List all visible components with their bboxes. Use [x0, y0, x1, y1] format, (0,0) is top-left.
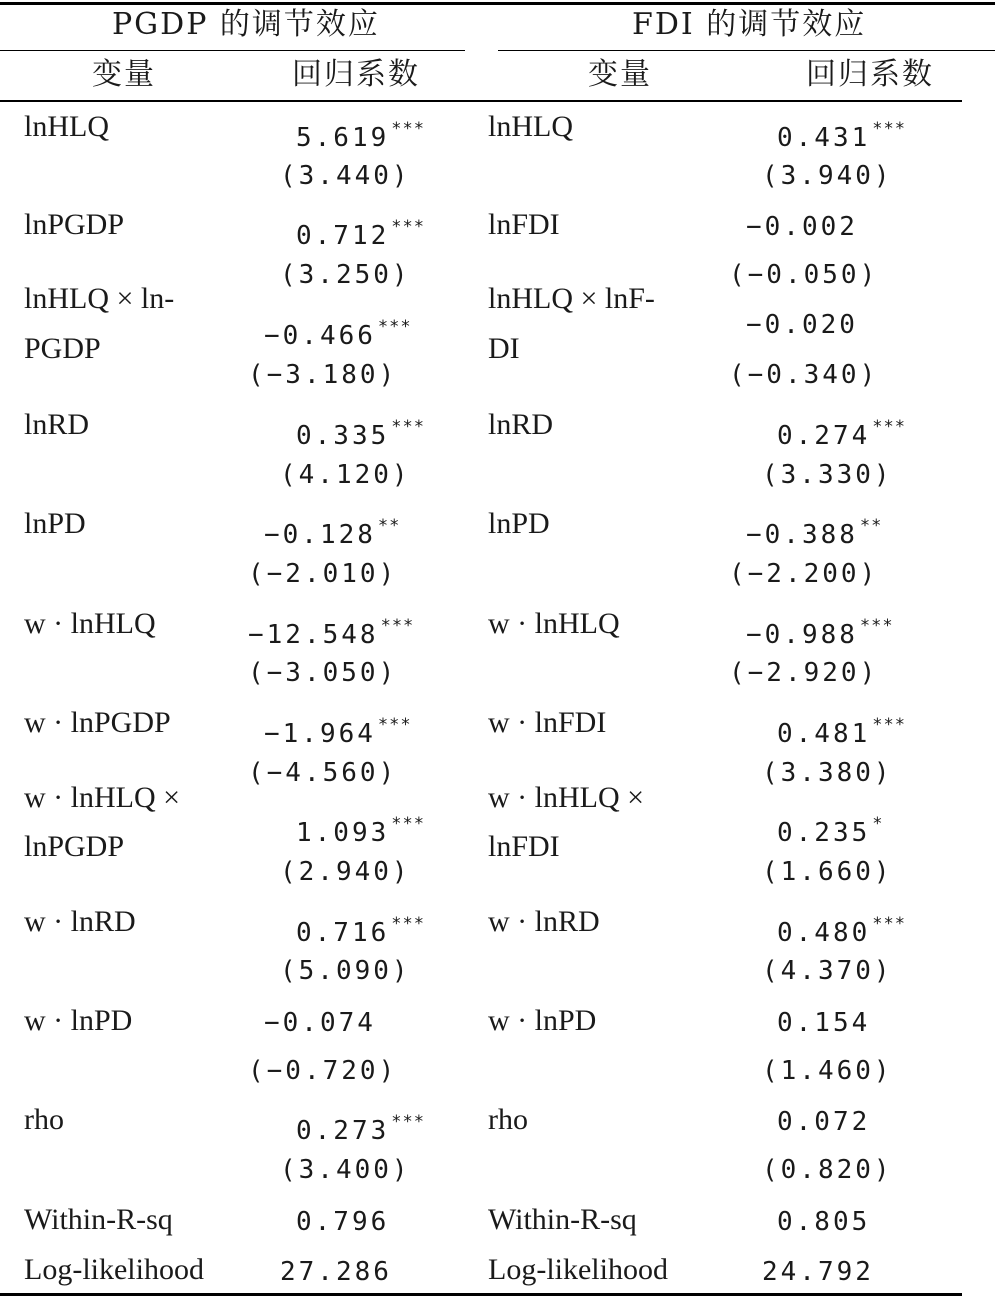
- variable-cell: lnRD: [24, 408, 90, 441]
- t-statistic-cell: (3.400): [280, 1155, 411, 1185]
- variable-cell: lnPGDP: [24, 830, 125, 863]
- coefficient-cell: −0.466 ***: [264, 317, 412, 351]
- significance-stars: ***: [391, 814, 425, 834]
- panel-right-title-rule: [498, 50, 995, 51]
- t-statistic-cell: (−3.180): [248, 360, 398, 390]
- variable-cell: w · lnPD: [488, 1004, 597, 1037]
- significance-stars: ***: [391, 1112, 425, 1132]
- significance-stars: ***: [380, 616, 415, 636]
- significance-stars: ***: [391, 217, 425, 237]
- t-statistic-cell: (−0.050): [729, 260, 879, 290]
- col-header-coefficient: 回归系数: [292, 57, 420, 92]
- top-rule: [0, 2, 995, 5]
- coefficient-cell: −1.964 ***: [264, 715, 412, 749]
- variable-cell: w · lnPGDP: [24, 706, 171, 739]
- coefficient-cell: 0.335 ***: [296, 417, 425, 451]
- t-statistic-cell: (3.440): [280, 161, 411, 191]
- t-statistic-cell: (3.330): [762, 460, 893, 490]
- t-statistic-cell: (−0.720): [248, 1056, 398, 1086]
- variable-cell: w · lnHLQ: [24, 607, 156, 640]
- significance-stars: ***: [391, 914, 425, 934]
- variable-cell: Within-R-sq: [488, 1203, 637, 1236]
- variable-cell: lnHLQ × ln-: [24, 282, 175, 315]
- t-statistic-cell: (−2.200): [729, 559, 879, 589]
- variable-cell: lnPD: [24, 507, 86, 540]
- statistic-value: 0.796: [296, 1207, 390, 1237]
- t-statistic-cell: (−0.340): [729, 360, 879, 390]
- variable-cell: lnHLQ: [488, 110, 573, 143]
- variable-cell: Log-likelihood: [24, 1253, 204, 1286]
- panel-title-fdi: FDI 的调节效应: [632, 7, 867, 42]
- variable-cell: rho: [488, 1103, 528, 1136]
- t-statistic-cell: (−2.920): [729, 658, 879, 688]
- significance-stars: **: [859, 516, 883, 536]
- t-statistic-cell: (4.120): [280, 460, 411, 490]
- significance-stars: ***: [391, 417, 425, 437]
- variable-cell: Log-likelihood: [488, 1253, 668, 1286]
- significance-stars: ***: [872, 417, 906, 437]
- variable-cell: w · lnRD: [24, 905, 136, 938]
- t-statistic-cell: (4.370): [762, 956, 893, 986]
- variable-cell: w · lnRD: [488, 905, 600, 938]
- t-statistic-cell: (3.380): [762, 758, 893, 788]
- variable-cell: lnPGDP: [24, 208, 125, 241]
- coefficient-cell: −0.388 **: [746, 516, 883, 550]
- coefficient-cell: −0.002: [746, 212, 858, 242]
- header-rule: [0, 100, 962, 102]
- t-statistic-cell: (1.460): [762, 1056, 893, 1086]
- bottom-rule: [0, 1293, 962, 1296]
- coefficient-cell: 0.235 *: [777, 814, 884, 848]
- statistic-value: 0.805: [777, 1207, 871, 1237]
- col-header-variable: 变量: [588, 57, 652, 92]
- coefficient-cell: 1.093 ***: [296, 814, 425, 848]
- t-statistic-cell: (3.250): [280, 260, 411, 290]
- significance-stars: ***: [859, 616, 894, 636]
- t-statistic-cell: (−4.560): [248, 758, 398, 788]
- coefficient-cell: 0.481 ***: [777, 715, 906, 749]
- coefficient-cell: 5.619 ***: [296, 119, 425, 153]
- t-statistic-cell: (−2.010): [248, 559, 398, 589]
- coefficient-cell: −0.988 ***: [746, 616, 894, 650]
- significance-stars: ***: [377, 715, 412, 735]
- significance-stars: ***: [872, 119, 906, 139]
- variable-cell: w · lnPD: [24, 1004, 133, 1037]
- variable-cell: w · lnHLQ ×: [488, 781, 645, 814]
- significance-stars: *: [872, 814, 884, 834]
- coefficient-cell: 0.273 ***: [296, 1112, 425, 1146]
- variable-cell: w · lnHLQ ×: [24, 781, 181, 814]
- variable-cell: w · lnHLQ: [488, 607, 620, 640]
- statistic-value: 24.792: [762, 1257, 874, 1287]
- panel-title-pgdp: PGDP 的调节效应: [112, 7, 380, 42]
- variable-cell: DI: [488, 332, 520, 365]
- variable-cell: Within-R-sq: [24, 1203, 173, 1236]
- variable-cell: lnRD: [488, 408, 554, 441]
- col-header-variable: 变量: [92, 57, 156, 92]
- significance-stars: **: [377, 516, 401, 536]
- coefficient-cell: −12.548 ***: [248, 616, 415, 650]
- t-statistic-cell: (2.940): [280, 857, 411, 887]
- t-statistic-cell: (−3.050): [248, 658, 398, 688]
- coefficient-cell: −0.128 **: [264, 516, 401, 550]
- coefficient-cell: 0.716 ***: [296, 914, 425, 948]
- variable-cell: lnHLQ: [24, 110, 109, 143]
- variable-cell: lnPD: [488, 507, 550, 540]
- significance-stars: ***: [872, 715, 906, 735]
- significance-stars: ***: [391, 119, 425, 139]
- variable-cell: lnFDI: [488, 208, 560, 241]
- t-statistic-cell: (3.940): [762, 161, 893, 191]
- coefficient-cell: 0.274 ***: [777, 417, 906, 451]
- variable-cell: lnHLQ × lnF-: [488, 282, 655, 315]
- t-statistic-cell: (0.820): [762, 1155, 893, 1185]
- coefficient-cell: 0.712 ***: [296, 217, 425, 251]
- col-header-coefficient: 回归系数: [806, 57, 934, 92]
- panel-left-title-rule: [0, 50, 465, 51]
- coefficient-cell: 0.431 ***: [777, 119, 906, 153]
- significance-stars: ***: [872, 914, 906, 934]
- significance-stars: ***: [377, 317, 412, 337]
- coefficient-cell: −0.074: [264, 1008, 376, 1038]
- t-statistic-cell: (5.090): [280, 956, 411, 986]
- coefficient-cell: 0.480 ***: [777, 914, 906, 948]
- statistic-value: 27.286: [280, 1257, 392, 1287]
- variable-cell: rho: [24, 1103, 64, 1136]
- coefficient-cell: −0.020: [746, 310, 858, 340]
- variable-cell: PGDP: [24, 332, 101, 365]
- coefficient-cell: 0.154: [777, 1008, 871, 1038]
- coefficient-cell: 0.072: [777, 1107, 871, 1137]
- variable-cell: w · lnFDI: [488, 706, 607, 739]
- t-statistic-cell: (1.660): [762, 857, 893, 887]
- variable-cell: lnFDI: [488, 830, 560, 863]
